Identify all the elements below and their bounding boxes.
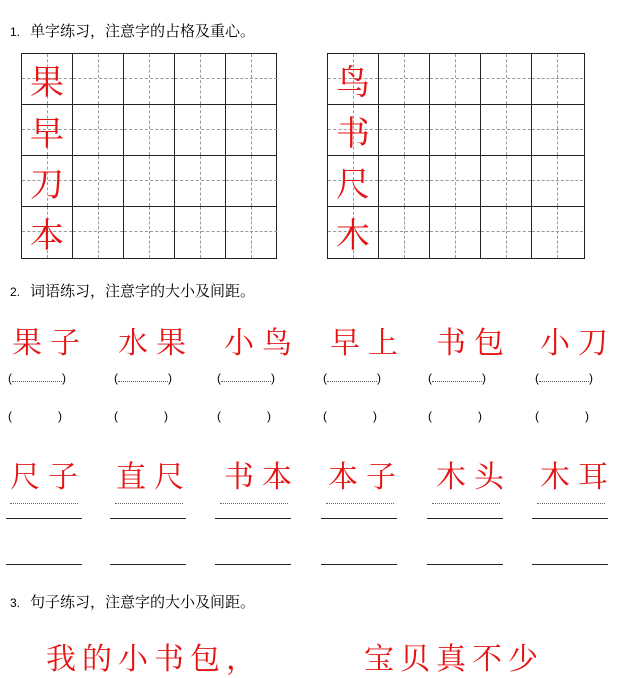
writing-line[interactable] — [427, 518, 503, 519]
exercise-3-heading — [10, 591, 255, 612]
answer-blank[interactable]: ( ) — [114, 409, 168, 423]
exercise-title: 句子练习，注意字的大小及间距。 — [30, 593, 256, 611]
writing-line[interactable] — [427, 564, 503, 565]
model-character: 本 — [30, 216, 64, 256]
pinyin-blank[interactable]: ( ) — [428, 371, 486, 385]
model-character: 书 — [336, 113, 370, 154]
writing-guide-line — [10, 503, 78, 504]
vocab-word: 本子 — [328, 460, 404, 495]
writing-line[interactable] — [321, 518, 397, 519]
writing-line[interactable] — [532, 518, 608, 519]
writing-line[interactable] — [215, 518, 291, 519]
vocab-word: 木头 — [436, 460, 512, 495]
exercise-2-heading — [10, 280, 255, 301]
pinyin-blank[interactable]: ( ) — [8, 371, 66, 385]
vocab-word: 小刀 — [540, 326, 616, 361]
answer-blank[interactable]: ( ) — [8, 409, 62, 423]
grid-row — [22, 156, 276, 207]
vocab-word: 水果 — [118, 326, 194, 361]
model-character: 刀 — [30, 164, 64, 205]
model-character: 早 — [30, 113, 64, 154]
writing-guide-line — [220, 503, 288, 504]
grid-row — [328, 105, 584, 156]
pinyin-blank[interactable]: ( ) — [114, 371, 172, 385]
right-writing-grid — [327, 53, 585, 259]
left-writing-grid — [21, 53, 277, 259]
writing-line[interactable] — [6, 518, 82, 519]
vocab-word: 尺子 — [10, 460, 86, 495]
answer-blank[interactable]: ( ) — [535, 409, 589, 423]
vocab-word: 直尺 — [116, 460, 192, 495]
grid-row — [22, 105, 276, 156]
exercise-number: 3. — [10, 596, 21, 610]
grid-row — [22, 54, 276, 105]
model-character: 鸟 — [336, 62, 370, 103]
vocab-word: 早上 — [330, 326, 406, 361]
pinyin-blank[interactable]: ( ) — [217, 371, 275, 385]
vocab-word: 书包 — [436, 326, 512, 361]
vocab-word: 木耳 — [540, 460, 616, 495]
exercise-number: 2. — [10, 285, 21, 299]
writing-guide-line — [537, 503, 605, 504]
answer-blank[interactable]: ( ) — [428, 409, 482, 423]
grid-row — [328, 156, 584, 207]
model-character: 果 — [30, 62, 64, 103]
pinyin-blank[interactable]: ( ) — [323, 371, 381, 385]
answer-blank[interactable]: ( ) — [323, 409, 377, 423]
writing-guide-line — [115, 503, 183, 504]
writing-line[interactable] — [321, 564, 397, 565]
grid-row — [328, 207, 584, 258]
model-character: 尺 — [336, 164, 370, 205]
writing-line[interactable] — [110, 518, 186, 519]
model-character: 木 — [336, 216, 370, 256]
exercise-1-heading — [10, 20, 255, 41]
writing-guide-line — [326, 503, 394, 504]
vocab-word: 小鸟 — [224, 326, 300, 361]
writing-line[interactable] — [532, 564, 608, 565]
vocab-word: 书本 — [224, 460, 300, 495]
grid-row — [328, 54, 584, 105]
writing-line[interactable] — [215, 564, 291, 565]
answer-blank[interactable]: ( ) — [217, 409, 271, 423]
model-sentence: 宝贝真不少 — [364, 642, 544, 677]
writing-line[interactable] — [6, 564, 82, 565]
exercise-number: 1. — [10, 25, 21, 39]
exercise-title: 词语练习，注意字的大小及间距。 — [30, 282, 256, 300]
model-sentence: 我的小书包， — [46, 642, 262, 677]
writing-guide-line — [432, 503, 500, 504]
exercise-title: 单字练习，注意字的占格及重心。 — [30, 22, 256, 40]
writing-line[interactable] — [110, 564, 186, 565]
vocab-word: 果子 — [12, 326, 88, 361]
grid-row — [22, 207, 276, 258]
pinyin-blank[interactable]: ( ) — [535, 371, 593, 385]
